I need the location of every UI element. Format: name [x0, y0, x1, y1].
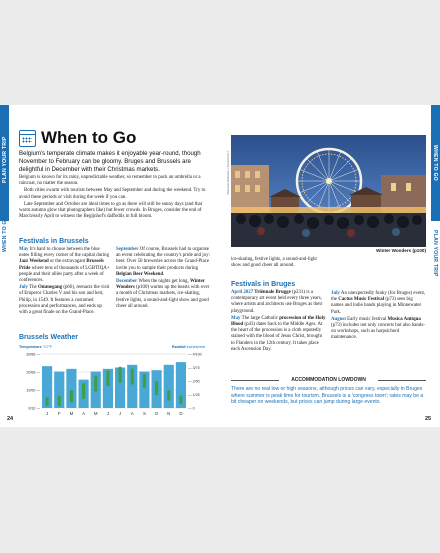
- rainfall-tick-label: — 4/100: [188, 352, 202, 357]
- month-label: A: [82, 411, 86, 416]
- lowdown-rule-right: [378, 380, 426, 381]
- weather-heading: Brussels Weather: [19, 334, 79, 341]
- page-number-right: 25: [425, 416, 432, 422]
- temperature-range-bar: [58, 395, 61, 406]
- month-label: O: [154, 411, 159, 416]
- festival-may: May It's hard to choose between the blue notes filling every corner of the capital during Jazz Weekend or the extravagant Brussels Pride where tens of thousands of LGBTIQA+ people and their allies party after a week of conferences.: [19, 247, 110, 284]
- month-label: A: [130, 411, 134, 416]
- temperature-legend: Temperature °C/°F: [19, 345, 52, 349]
- right-side-tab-label: WHEN TO GO: [432, 145, 438, 181]
- temperature-range-bar: [45, 397, 48, 406]
- general-text: [19, 175, 211, 221]
- temperature-range-bar: [82, 383, 85, 399]
- brussels-festivals-col2: [116, 247, 211, 311]
- left-page: [0, 105, 220, 427]
- festival-cactus: July An unexpectedly funky (for Bruges) event, the Cactus Music Festival (p73) sees big names and indie bands playing in Minnewater Park.: [331, 291, 426, 315]
- general-paragraph: Both cities swarm with tourists between May and September and during the weekend. Try to avoid these periods or visit during the week if you can.: [19, 188, 206, 200]
- rainfall-tick-label: — 1/25: [188, 392, 200, 397]
- title-row: [19, 128, 136, 148]
- festival-musica: August Early music festival Musica Antiqua (p73) includes not only concerts but also hands-on workshops, such as harpsichord maintenance.: [331, 316, 425, 341]
- intro-text: Belgium's temperate climate makes it enjoyable year-round, though November to February can be gloomy. Bruges and Brussels are delightful in December with their Christmas markets.: [19, 150, 201, 174]
- month-label: D: [179, 411, 183, 416]
- rainfall-legend: Rainfall inches/mm: [171, 345, 205, 349]
- weather-chart: [19, 345, 211, 421]
- month-label: S: [142, 411, 146, 416]
- left-side-label: WHEN TO GO: [1, 216, 8, 252]
- temperature-range-bar: [70, 390, 73, 403]
- right-side-label: PLAN YOUR TRIP: [432, 230, 438, 277]
- festivals-bruges-heading: Festivals in Bruges: [231, 281, 296, 288]
- lowdown-body: There are no real low or high seasons, although prices can vary, especially in Bruges where summer is peak time for tourism. Brussels is a 'congress town'; rates may be a bit cheaper on weekends, but prices can jump during large events.: [231, 386, 424, 406]
- temperature-range-bar: [143, 374, 146, 388]
- weather-chart-svg: [19, 350, 211, 422]
- winter-wonders-photo: [231, 135, 426, 247]
- festival-holy-blood: May The large Catholic procession of the Holy Blood (p43) dates back to the Middle Ages. At the heart of the procession is a cloth reputedly stained with the blood of Jesus Christ, brought to Flanders in the 12th century. It takes place each Ascension Day.: [231, 315, 326, 352]
- festival-september: September Of course, Brussels had to organise an event celebrating the country's pride and joy: beer. Over 50 breweries across the Grand-Place invite you to sample their products during Belgian Beer Weekend.: [116, 247, 210, 277]
- month-label: J: [106, 411, 110, 416]
- temperature-range-bar: [94, 376, 97, 392]
- general-paragraph: Late September and October are ideal times to go as there will still be sunny days (and that warm autumn glow that photographers like) but fewer crowds. In Bruges, consider the end of March/early April to witness the Begijnhof's daffodils in full bloom.: [19, 201, 203, 220]
- month-label: M: [93, 411, 98, 416]
- month-label: F: [57, 411, 61, 416]
- book-spread: [0, 105, 440, 427]
- temperature-range-bar: [155, 381, 158, 395]
- rainfall-tick-label: — 3/75: [188, 365, 200, 370]
- general-paragraph: Belgium is known for its rainy, unpredictable weather, so remember to pack an umbrella or a raincoat, no matter the season.: [19, 175, 201, 187]
- temperature-range-bar: [179, 395, 182, 404]
- month-label: N: [167, 411, 171, 416]
- month-label: J: [45, 411, 49, 416]
- month-label: M: [69, 411, 74, 416]
- left-side-tab-label: PLAN YOUR TRIP: [1, 136, 8, 183]
- bruges-festivals-col2: [331, 257, 426, 343]
- temperature-tick-label: 10/50 —: [26, 388, 40, 393]
- rainfall-tick-label: — 2/50: [188, 379, 200, 384]
- month-label: J: [118, 411, 122, 416]
- winter-wonders-continued: ice-skating, festive lights, a sound-and-light show and good cheer all around.: [231, 257, 317, 269]
- rainfall-tick-label: — 0: [188, 406, 195, 411]
- temperature-range-bar: [167, 390, 170, 401]
- festivals-brussels-heading: Festivals in Brussels: [19, 238, 89, 245]
- brussels-festivals-col1: [19, 247, 111, 317]
- temperature-range-bar: [118, 367, 121, 383]
- temperature-range-bar: [131, 368, 134, 384]
- bruges-festivals-col1: [231, 290, 326, 354]
- page-title: When to Go: [41, 128, 137, 147]
- festival-december: December When the nights get long, Winter Wonders (p100) warms up the hearts with over a month of Christmas markets, ice-skating, festive lights, a sound-and-light show and good cheer all around.: [116, 279, 210, 309]
- temperature-range-bar: [106, 370, 109, 386]
- festival-april: April 2027 Triënnale Brugge (p231) is a contemporary art event held every three years, where artists and architects use Bruges as their playground.: [231, 290, 323, 314]
- temperature-tick-label: 30/86 —: [26, 352, 40, 357]
- calendar-icon: [19, 130, 36, 147]
- rainfall-bar: [164, 365, 174, 408]
- festival-july: July The Ommegang (p66), reenacts the visit of Emperor Charles V and his son and heir, Philip, in 1549. It features a costumed procession and performances, and ends up with a great finale on the Grand-Place.: [19, 285, 110, 316]
- photo-credit: Oleksandr Merkushev / Shutterstock ©: [227, 150, 230, 195]
- photo-caption: Winter Wonders (p100): [376, 248, 426, 253]
- temperature-tick-label: 20/68 —: [26, 370, 40, 375]
- page-number-left: 24: [7, 416, 14, 422]
- lowdown-heading: ACCOMMODATION LOWDOWN: [291, 377, 366, 383]
- temperature-tick-label: 0/32 —: [28, 406, 40, 411]
- right-page-col1-text: [231, 257, 326, 270]
